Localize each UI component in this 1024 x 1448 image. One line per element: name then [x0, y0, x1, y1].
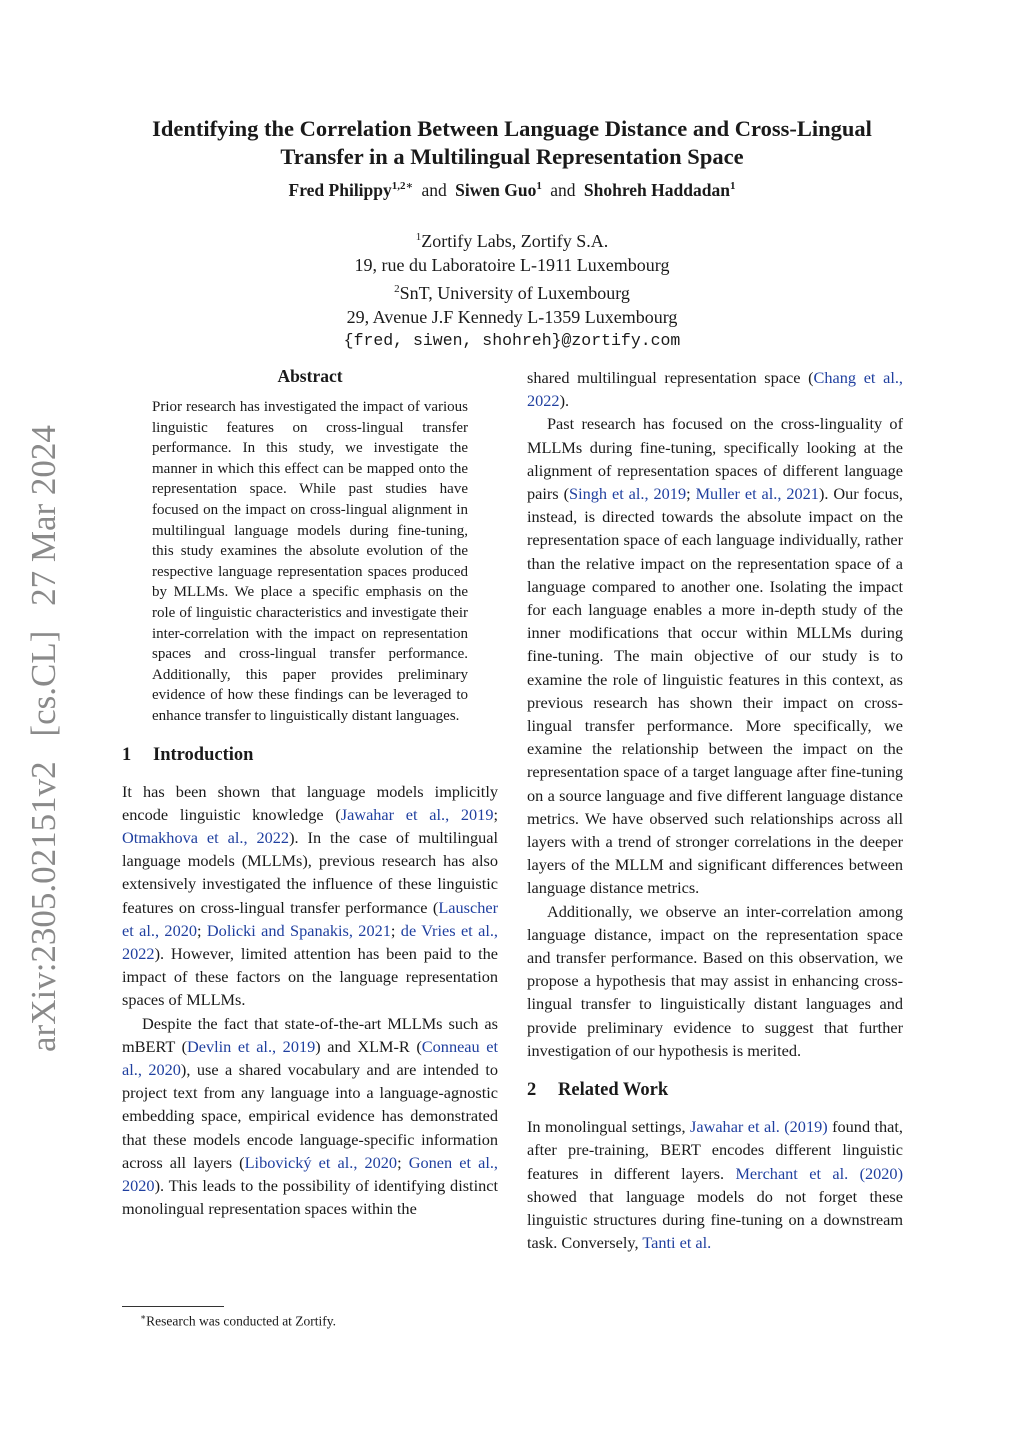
- right-column: [527, 366, 903, 1254]
- intro-paragraph-3: [527, 412, 903, 899]
- text-run: found that, after pre-training, BERT encodes different linguistic features in different layers.: [527, 1117, 904, 1183]
- citation-link[interactable]: Otmakhova et al., 2022: [122, 827, 290, 847]
- arxiv-category: [cs.CL]: [24, 630, 63, 737]
- arxiv-identifier: [14, 425, 74, 1060]
- citation-link[interactable]: Jawahar et al., 2019: [340, 804, 494, 824]
- section-number: 1: [122, 744, 132, 765]
- author-1-affil: 1,2∗: [391, 180, 414, 192]
- affiliations: [100, 225, 924, 353]
- section-heading-related-work: [527, 1080, 903, 1101]
- author-3: Shohreh Haddadan: [583, 179, 730, 200]
- author-list: [100, 179, 924, 201]
- abstract-heading: Abstract: [277, 366, 343, 386]
- footnote-marker: ∗: [140, 1312, 147, 1322]
- intro-paragraph-2: [122, 1012, 498, 1221]
- author-3-affil: 1: [729, 180, 736, 192]
- citation-link[interactable]: Gonen et al., 2020: [122, 1152, 498, 1195]
- abstract-text: Prior research has investigated the impact of various linguistic features on cross-lingual transfer performance. In this study, we investigate the manner in which this effect can be mapped onto the representation space. While past studies have focused on the impact on cross-lingual alignment in multilingual language models during fine-tuning, this study examines the absolute evolution of the respective language representation spaces produced by MLLMs. We place a specific emphasis on the role of linguistic characteristics and investigate their inter-correlation with the impact on representation spaces and cross-lingual transfer performance. Additionally, this paper provides preliminary evidence of how these findings can be leveraged to enhance transfer to linguistically distant languages.: [152, 399, 468, 724]
- arxiv-id: arXiv:2305.02151v2: [24, 761, 63, 1052]
- intro-paragraph-4: Additionally, we observe an inter-correlation among language distance, impact on the representation space and transfer performance. Based on this observation, we propose a hypothesis that may assist in enhancing cross-lingual transfer to linguistically distant languages and provide preliminary evidence to suggest that further investigation of our hypothesis is merited.: [527, 901, 903, 1060]
- citation-link[interactable]: Dolicki and Spanakis, 2021: [206, 920, 391, 940]
- intro-paragraph-1: [122, 780, 498, 1012]
- text-run: ). This leads to the possibility of identifying distinct monolingual representation spaces within the: [122, 1175, 498, 1219]
- title-line-2: Transfer in a Multilingual Representation Space: [280, 144, 744, 169]
- text-run: ). In the case of multilingual language models (MLLMs), previous research has also extensively investigated the influence of these linguistic features on cross-lingual transfer performance (: [122, 827, 499, 917]
- paper-title: [100, 115, 924, 171]
- author-2: Siwen Guo: [455, 179, 537, 200]
- aff-1-marker: 1: [415, 230, 422, 243]
- aff-2-name: SnT, University of Luxembourg: [399, 282, 630, 303]
- text-run: shared multilingual representation space (: [527, 368, 814, 387]
- text-run: ) and XLM-R (: [315, 1036, 422, 1056]
- text-run: ;: [686, 484, 696, 504]
- text-run: ;: [197, 920, 207, 940]
- citation-link[interactable]: Singh et al., 2019: [569, 484, 687, 504]
- section-number: 2: [527, 1080, 537, 1101]
- citation-link[interactable]: Muller et al., 2021: [695, 484, 819, 504]
- title-block: [100, 115, 924, 353]
- text-run: Past research has focused on the cross-linguality of MLLMs during fine-tuning, specifically looking at the alignment of representation spaces of different language pairs (: [527, 414, 903, 504]
- footnote-text: Research was conducted at Zortify.: [146, 1313, 337, 1329]
- footnote: [140, 1312, 336, 1330]
- section-title: Related Work: [558, 1080, 669, 1101]
- text-run: Despite the fact that state-of-the-art MLLMs such as mBERT (: [122, 1013, 498, 1056]
- citation-link[interactable]: de Vries et al., 2022: [122, 920, 498, 963]
- citation-link[interactable]: Chang et al., 2022: [527, 368, 903, 411]
- intro-paragraph-2-cont: [527, 366, 903, 412]
- text-run: showed that language models do not forget these linguistic structures during fine-tuning on a downstream task. Conversely,: [527, 1186, 903, 1253]
- text-run: ), use a shared vocabulary and are intended to project text from any language into a language-agnostic embedding space, empirical evidence has demonstrated that these models encode language-specific information across all layers (: [122, 1059, 498, 1172]
- text-run: ;: [390, 920, 401, 940]
- citation-link[interactable]: Merchant et al. (2020): [735, 1163, 903, 1183]
- citation-link[interactable]: Libovický et al., 2020: [244, 1152, 398, 1172]
- citation-link[interactable]: Devlin et al., 2019: [187, 1036, 316, 1056]
- citation-link[interactable]: Jawahar et al. (2019): [690, 1117, 828, 1137]
- text-run: ;: [397, 1152, 409, 1172]
- citation-link[interactable]: Conneau et al., 2020: [122, 1036, 498, 1079]
- affiliation-2-address: 29, Avenue J.F Kennedy L-1359 Luxembourg: [346, 306, 678, 327]
- email-addresses: {fred, siwen, shohreh}@zortify.com: [343, 330, 681, 350]
- citation-link[interactable]: Lauscher et al., 2020: [122, 897, 498, 940]
- left-column: [122, 366, 498, 1220]
- text-run: ).: [559, 391, 570, 411]
- author-2-affil: 1: [536, 180, 542, 192]
- author-and-2: and: [550, 179, 576, 200]
- affiliation-2: [100, 277, 924, 305]
- text-run: ). Our focus, instead, is directed towards the absolute impact on the representation space of each language individually, rather than the relative impact on the representation space of a language compared to another one. Isolating the impact for each language enables a more in-depth study of the inner modifications that occur within MLLMs during fine-tuning. The main objective of our study is to examine the role of linguistic features in this context, as previous research has shown their impact on cross-lingual transfer performance. More specifically, we examine the relationship between the impact on the representation space of a target language after fine-tuning on a source language and five different language distance metrics. We have observed such relationships across all layers with a trend of stronger correlations in the deeper layers of the MLLM and significant differences between language distance metrics.: [527, 484, 904, 898]
- citation-link[interactable]: Tanti et al.: [642, 1233, 712, 1253]
- affiliation-1-address: 19, rue du Laboratoire L-1911 Luxembourg: [354, 254, 670, 275]
- arxiv-date: 27 Mar 2024: [24, 425, 63, 606]
- title-line-1: Identifying the Correlation Between Language Distance and Cross-Lingual: [152, 116, 872, 141]
- text-run: ;: [493, 804, 498, 824]
- aff-1-name: Zortify Labs, Zortify S.A.: [421, 230, 609, 251]
- text-run: It has been shown that language models implicitly encode linguistic knowledge (: [122, 781, 498, 824]
- author-1: Fred Philippy: [288, 179, 392, 200]
- text-run: ). However, limited attention has been paid to the impact of these factors on the language representation spaces of MLLMs.: [122, 943, 498, 1010]
- footnote-rule: [122, 1306, 224, 1307]
- affiliation-1: [100, 225, 924, 253]
- text-run: In monolingual settings,: [527, 1117, 691, 1137]
- author-and-1: and: [421, 179, 447, 200]
- section-heading-introduction: [122, 745, 498, 766]
- aff-2-marker: 2: [394, 282, 400, 295]
- related-paragraph-1: [527, 1115, 903, 1254]
- section-title: Introduction: [153, 744, 254, 765]
